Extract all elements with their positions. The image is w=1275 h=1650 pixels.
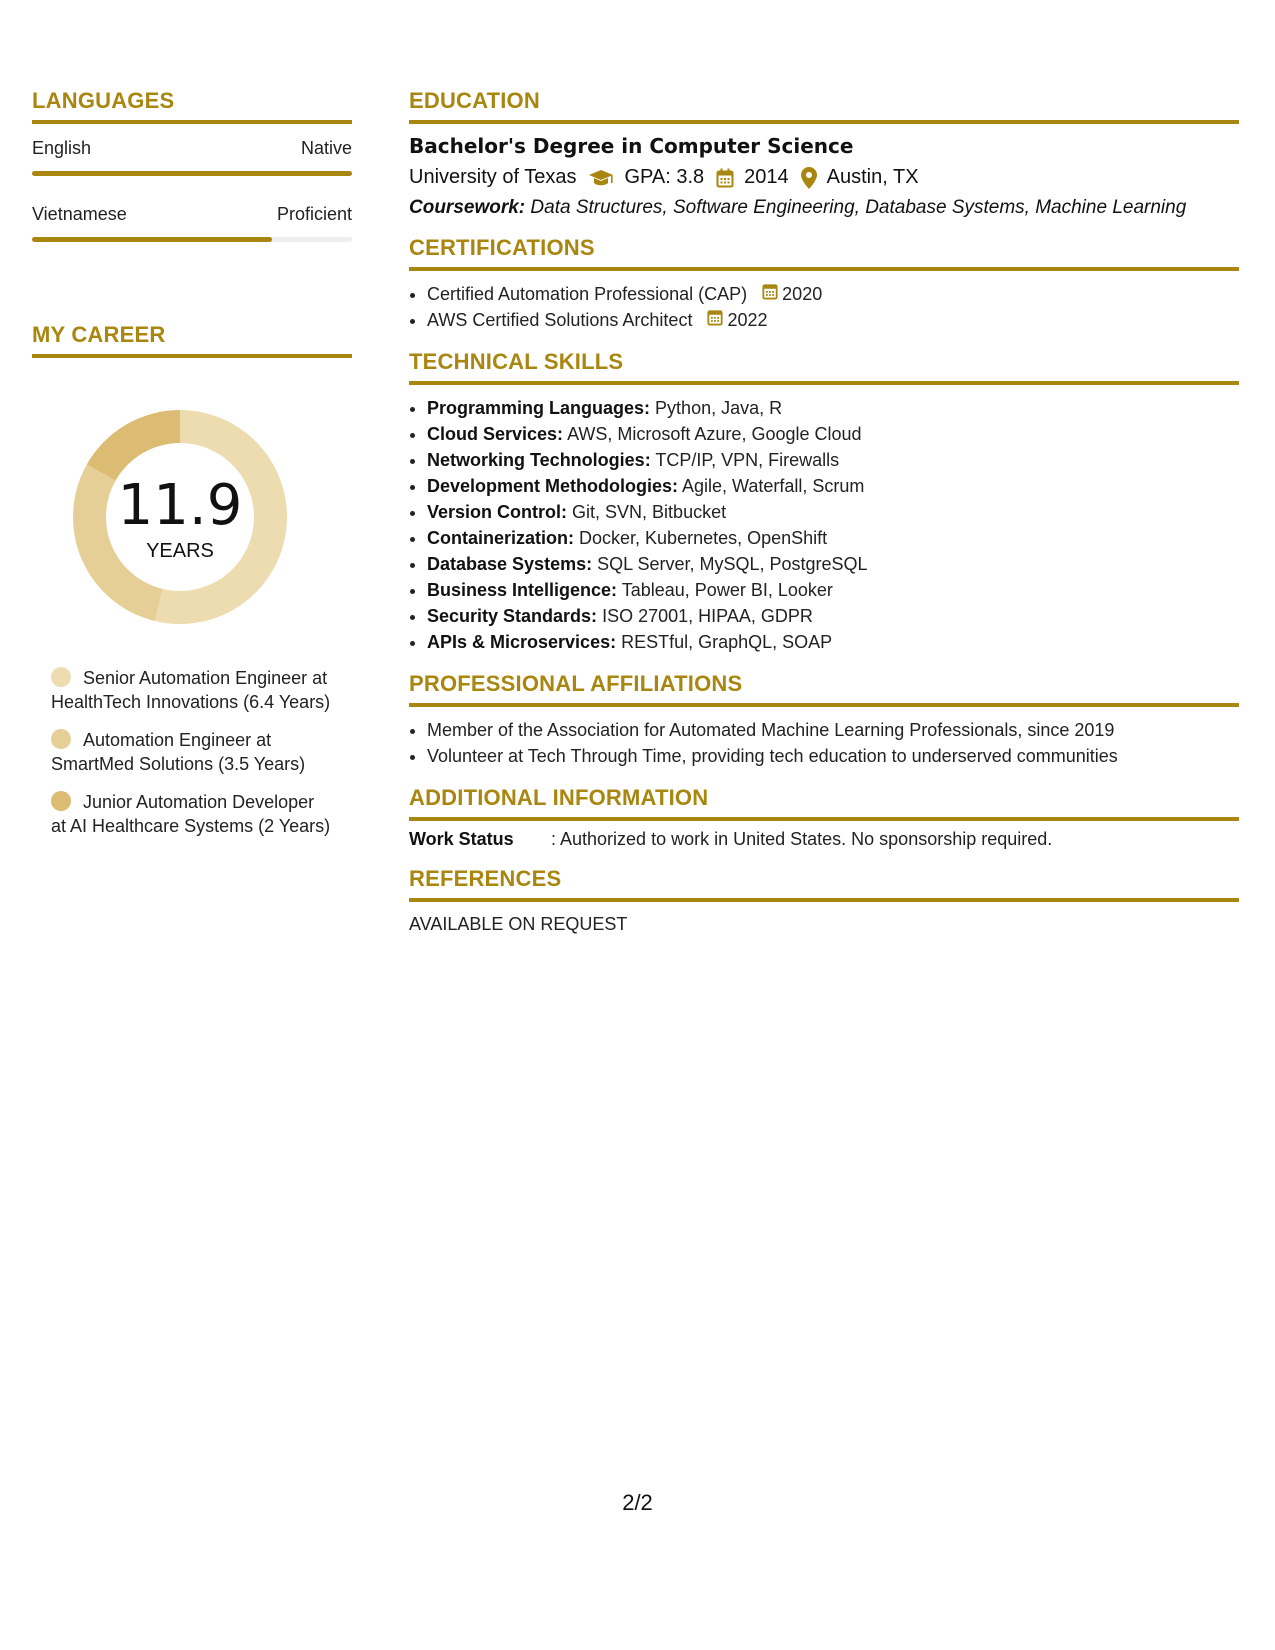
calendar-icon [707, 307, 727, 333]
location-pin-icon [801, 167, 817, 189]
page-number: 2/2 [622, 1490, 653, 1515]
degree-title: Bachelor's Degree in Computer Science [409, 134, 854, 158]
work-status-row [409, 829, 1239, 850]
languages-section [32, 88, 352, 242]
career-role-label: Junior Automation Developer at AI Healthcare Systems (2 Years) [51, 792, 331, 836]
coursework-label: Coursework: [409, 197, 526, 218]
skill-item [427, 421, 1239, 447]
skill-value: Docker, Kubernetes, OpenShift [579, 528, 828, 548]
language-name: English [32, 138, 92, 158]
right-column [409, 88, 1239, 951]
career-heading: MY CAREER [32, 322, 352, 358]
skill-label: Containerization: [427, 528, 574, 548]
gpa: GPA: 3.8 [624, 166, 705, 188]
skill-label: Business Intelligence: [427, 580, 618, 600]
skill-label: Development Methodologies: [427, 476, 679, 496]
career-section [32, 322, 352, 838]
donut-center [65, 402, 295, 632]
education-details [409, 166, 1239, 189]
skill-label: Cloud Services: [427, 424, 564, 444]
certification-item [427, 307, 1239, 333]
skill-value: Git, SVN, Bitbucket [572, 502, 727, 522]
coursework-list: Data Structures, Software Engineering, Database Systems, Machine Learning [530, 197, 1187, 218]
language-bar-fill [32, 237, 272, 242]
skill-label: Version Control: [427, 502, 568, 522]
language-name: Vietnamese [32, 204, 127, 224]
certification-name: Certified Automation Professional (CAP) [427, 284, 748, 304]
language-level: Proficient [276, 204, 352, 224]
career-legend-item [51, 790, 331, 838]
references-heading: REFERENCES [409, 866, 1239, 902]
work-status-value: : Authorized to work in United States. No sponsorship required. [551, 829, 1053, 849]
skill-value: Tableau, Power BI, Looker [621, 580, 833, 600]
coursework [409, 197, 1239, 219]
additional-info-heading: ADDITIONAL INFORMATION [409, 785, 1239, 821]
certifications-heading: CERTIFICATIONS [409, 235, 1239, 271]
education-section [409, 88, 1239, 219]
graduation-year: 2014 [744, 166, 789, 188]
career-legend-item [51, 666, 331, 714]
skill-label: APIs & Microservices: [427, 632, 617, 652]
certification-name: AWS Certified Solutions Architect [427, 310, 693, 330]
certification-year: 2020 [782, 284, 823, 304]
skill-value: ISO 27001, HIPAA, GDPR [602, 606, 813, 626]
left-column [32, 88, 352, 852]
language-bar-fill [32, 171, 352, 176]
skill-value: AWS, Microsoft Azure, Google Cloud [567, 424, 862, 444]
skill-item [427, 473, 1239, 499]
skill-item [427, 395, 1239, 421]
skill-label: Security Standards: [427, 606, 598, 626]
affiliation-item: • Member of the Association for Automated Machine Learning Professionals, since 2019 [427, 717, 1239, 743]
career-role-label: Senior Automation Engineer at HealthTech Innovations (6.4 Years) [51, 668, 331, 712]
education-heading: EDUCATION [409, 88, 1239, 124]
skill-label: Database Systems: [427, 554, 593, 574]
languages-heading: LANGUAGES [32, 88, 352, 124]
affiliations-section [409, 671, 1239, 769]
calendar-icon [762, 281, 782, 307]
skill-label: Networking Technologies: [427, 450, 651, 470]
skill-value: RESTful, GraphQL, SOAP [621, 632, 833, 652]
references-text: AVAILABLE ON REQUEST [409, 914, 628, 934]
references-section [409, 866, 1239, 935]
skill-item [427, 629, 1239, 655]
skill-item [427, 551, 1239, 577]
graduation-cap-icon [588, 168, 614, 188]
skill-item [427, 447, 1239, 473]
language-item [32, 204, 352, 242]
language-item [32, 138, 352, 176]
skills-section [409, 349, 1239, 655]
career-total-years: 11.9 [117, 473, 243, 538]
career-role-label: Automation Engineer at SmartMed Solutions (3.5 Years) [51, 730, 306, 774]
skill-item [427, 603, 1239, 629]
affiliations-heading: PROFESSIONAL AFFILIATIONS [409, 671, 1239, 707]
skills-heading: TECHNICAL SKILLS [409, 349, 1239, 385]
additional-info-section [409, 785, 1239, 850]
skill-item [427, 577, 1239, 603]
legend-dot [51, 791, 71, 811]
certifications-section [409, 235, 1239, 333]
skill-value: Python, Java, R [655, 398, 783, 418]
affiliation-item: • Volunteer at Tech Through Time, providing tech education to underserved communities [427, 743, 1239, 769]
skills-list [409, 395, 1239, 655]
skill-item [427, 499, 1239, 525]
school-name: University of Texas [409, 166, 577, 188]
affiliations-list [409, 717, 1239, 769]
school-location: Austin, TX [826, 166, 919, 188]
legend-dot [51, 667, 71, 687]
legend-dot [51, 729, 71, 749]
language-bar [32, 171, 352, 176]
skill-value: SQL Server, MySQL, PostgreSQL [597, 554, 868, 574]
skill-value: TCP/IP, VPN, Firewalls [655, 450, 840, 470]
language-bar [32, 237, 352, 242]
career-legend-item [51, 728, 331, 776]
certification-year: 2022 [727, 310, 768, 330]
skill-label: Programming Languages: [427, 398, 651, 418]
career-donut-chart [65, 402, 295, 632]
certification-item [427, 281, 1239, 307]
calendar-icon [716, 168, 734, 188]
certifications-list [409, 281, 1239, 333]
skill-value: Agile, Waterfall, Scrum [682, 476, 865, 496]
career-legend [51, 666, 331, 838]
career-years-unit: YEARS [146, 540, 214, 562]
work-status-label: Work Status [409, 829, 514, 849]
skill-item [427, 525, 1239, 551]
language-level: Native [300, 138, 352, 158]
